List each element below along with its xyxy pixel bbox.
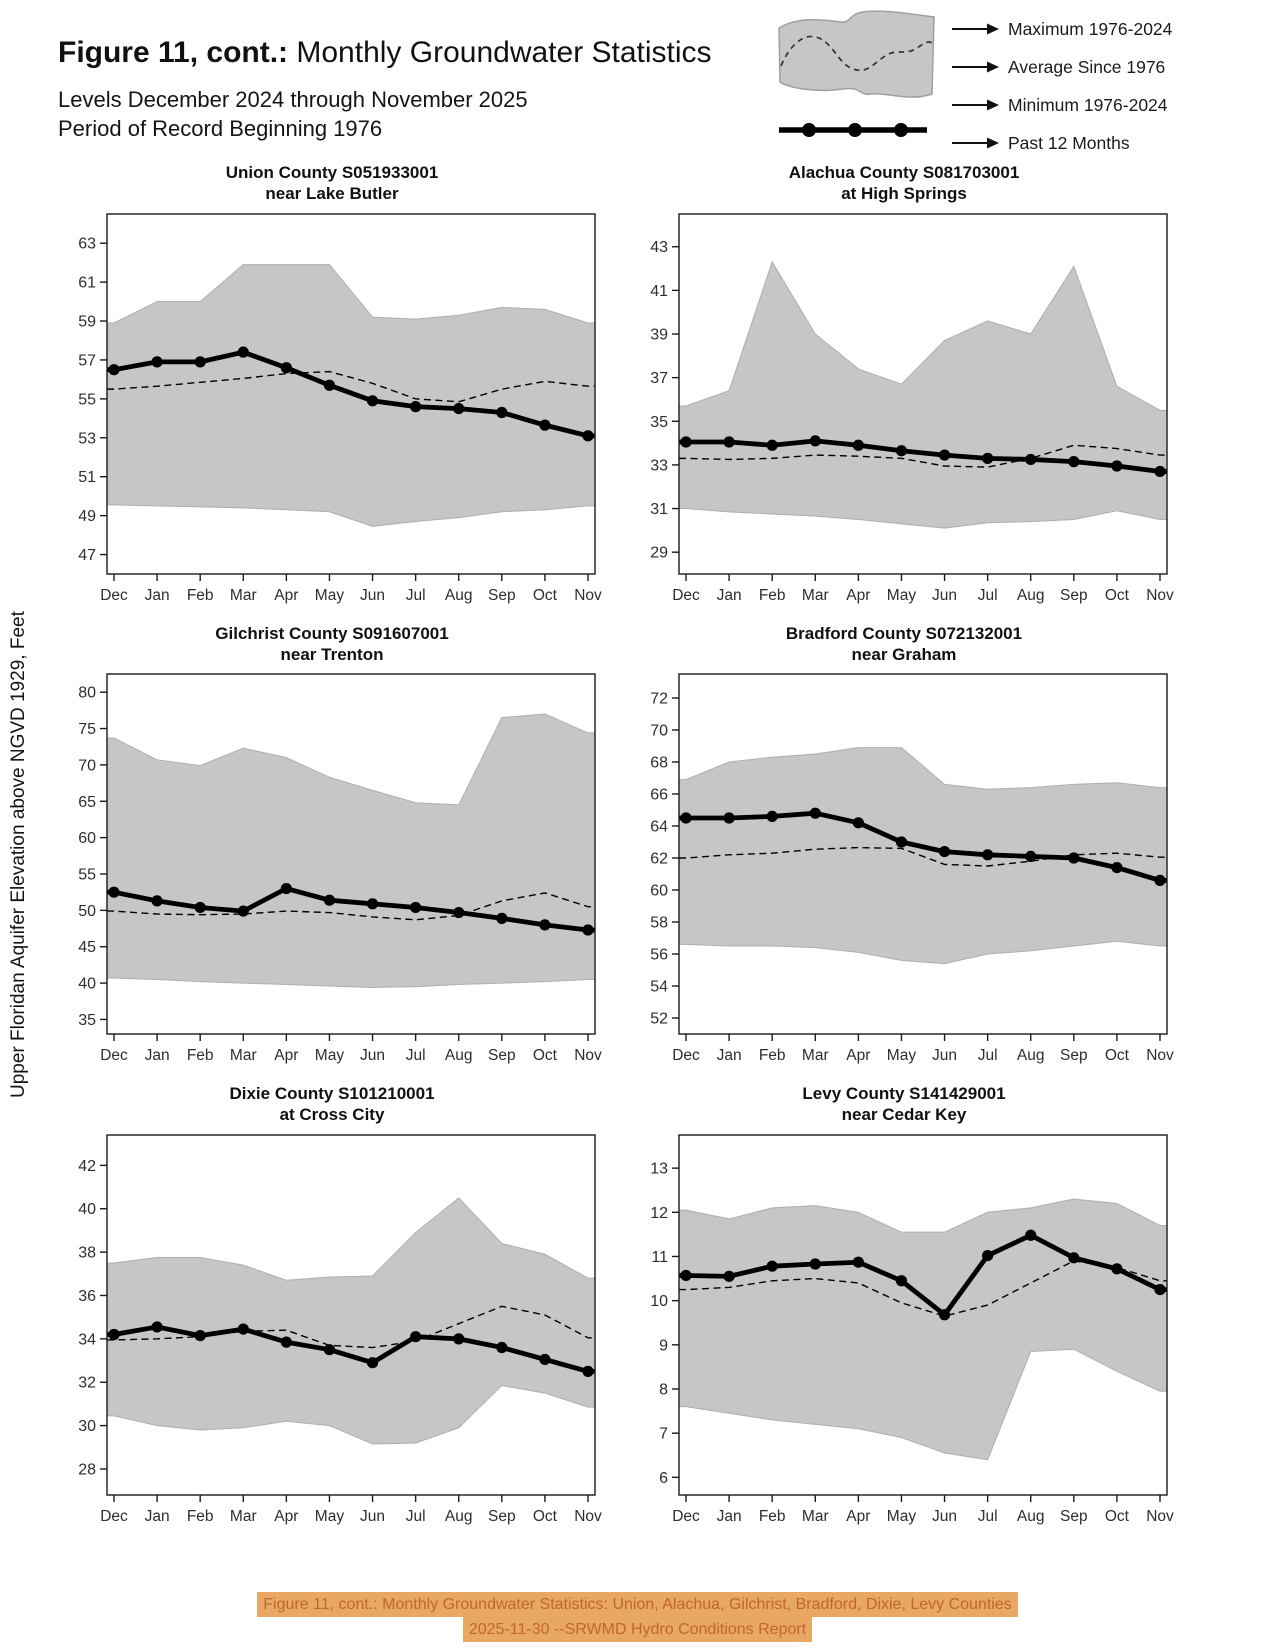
svg-text:Apr: Apr (274, 1047, 299, 1064)
chart-canvas (57, 666, 607, 1068)
svg-text:Mar: Mar (801, 1047, 829, 1064)
svg-text:Aug: Aug (444, 1507, 473, 1525)
chart-title (226, 162, 439, 205)
svg-text:42: 42 (78, 1157, 96, 1175)
svg-text:Jan: Jan (144, 1507, 170, 1525)
svg-text:36: 36 (78, 1287, 96, 1305)
legend-item-average (952, 48, 1238, 86)
chart-title-line2: at Cross City (279, 1105, 385, 1125)
svg-text:41: 41 (650, 282, 668, 300)
svg-text:May: May (314, 1047, 345, 1064)
svg-text:28: 28 (78, 1460, 96, 1478)
svg-text:60: 60 (78, 830, 96, 848)
svg-text:35: 35 (650, 413, 668, 431)
svg-text:Jun: Jun (360, 1047, 386, 1064)
svg-text:Sep: Sep (1060, 1507, 1088, 1525)
legend-item-past12 (952, 124, 1238, 162)
chart-plot-bradford (629, 666, 1179, 1073)
figure-title-text: Monthly Groundwater Statistics (288, 36, 712, 69)
svg-text:Jan: Jan (144, 1047, 170, 1064)
chart-title (789, 162, 1020, 205)
svg-text:Sep: Sep (488, 586, 516, 604)
svg-text:Mar: Mar (229, 1507, 257, 1525)
legend (768, 6, 1238, 164)
chart-canvas (629, 666, 1179, 1068)
legend-arrow-icon (952, 60, 1000, 74)
svg-text:Dec: Dec (672, 1047, 700, 1064)
svg-text:37: 37 (650, 369, 668, 387)
svg-text:Nov: Nov (1146, 1507, 1174, 1525)
svg-text:Mar: Mar (229, 1047, 257, 1064)
legend-item-label: Maximum 1976-2024 (1008, 18, 1173, 39)
svg-text:70: 70 (650, 722, 668, 740)
svg-text:49: 49 (78, 507, 96, 525)
svg-text:May: May (886, 1047, 917, 1064)
chart-title-line1: Alachua County S081703001 (788, 163, 1020, 182)
page-subtitle (58, 85, 712, 143)
chart-cell-alachua (618, 162, 1190, 613)
subtitle-line-2: Period of Record Beginning 1976 (58, 115, 383, 141)
chart-cell-union (46, 162, 618, 613)
svg-text:Aug: Aug (444, 1047, 473, 1064)
svg-text:Apr: Apr (274, 586, 299, 604)
svg-text:61: 61 (78, 274, 96, 292)
svg-text:Feb: Feb (186, 1507, 214, 1525)
svg-text:6: 6 (659, 1469, 668, 1487)
svg-text:Feb: Feb (758, 1507, 786, 1525)
svg-text:54: 54 (650, 978, 668, 996)
svg-text:Jan: Jan (716, 586, 742, 604)
svg-text:Jun: Jun (932, 1047, 958, 1064)
svg-text:Oct: Oct (532, 586, 557, 604)
y-axis-label: Upper Floridan Aquifer Elevation above NGVD 1929, Feet (8, 611, 29, 1099)
svg-text:10: 10 (650, 1292, 668, 1310)
header (58, 36, 712, 143)
svg-text:Jul: Jul (405, 586, 426, 604)
svg-text:53: 53 (78, 429, 96, 447)
svg-text:Nov: Nov (574, 586, 602, 604)
svg-text:Jun: Jun (360, 586, 386, 604)
chart-title-line2: near Cedar Key (841, 1105, 967, 1125)
svg-text:Jul: Jul (977, 1047, 998, 1064)
svg-text:Apr: Apr (274, 1507, 299, 1525)
svg-text:55: 55 (78, 866, 96, 884)
chart-title-line1: Levy County S141429001 (802, 1084, 1006, 1103)
svg-text:9: 9 (659, 1336, 668, 1354)
svg-text:58: 58 (650, 914, 668, 932)
svg-text:57: 57 (78, 351, 96, 369)
chart-plot-dixie (57, 1127, 607, 1534)
chart-title-line1: Gilchrist County S091607001 (215, 623, 449, 643)
chart-cell-gilchrist (46, 623, 618, 1074)
chart-title-line1: Union County S051933001 (225, 163, 439, 182)
svg-text:66: 66 (650, 786, 668, 804)
svg-text:62: 62 (650, 850, 668, 868)
svg-text:Jul: Jul (977, 1507, 998, 1525)
svg-text:Dec: Dec (100, 1047, 128, 1064)
svg-text:Sep: Sep (488, 1047, 516, 1064)
svg-text:Jan: Jan (716, 1047, 742, 1064)
legend-item-label: Minimum 1976-2024 (1008, 94, 1168, 115)
svg-text:39: 39 (650, 326, 668, 343)
svg-text:63: 63 (78, 235, 96, 253)
svg-text:29: 29 (650, 544, 668, 562)
chart-title (802, 1083, 1005, 1126)
legend-labels (952, 6, 1238, 164)
chart-cell-levy (618, 1083, 1190, 1534)
svg-text:40: 40 (78, 975, 96, 993)
chart-title-line2: near Lake Butler (265, 184, 399, 204)
charts-grid (46, 162, 1190, 1534)
legend-item-minimum (952, 86, 1238, 124)
svg-text:Feb: Feb (758, 586, 786, 604)
svg-text:Dec: Dec (100, 1507, 128, 1525)
page-title (58, 36, 712, 71)
svg-text:Mar: Mar (801, 586, 829, 604)
svg-text:64: 64 (650, 818, 668, 836)
chart-title (215, 623, 448, 666)
svg-text:Nov: Nov (1146, 586, 1174, 604)
svg-text:30: 30 (78, 1417, 96, 1435)
chart-plot-alachua (629, 206, 1179, 613)
svg-text:60: 60 (650, 882, 668, 900)
svg-text:68: 68 (650, 754, 668, 772)
legend-past12-icon (771, 118, 943, 142)
svg-text:70: 70 (78, 757, 96, 775)
svg-text:Oct: Oct (1104, 1047, 1129, 1064)
legend-item-label: Past 12 Months (1008, 132, 1130, 153)
svg-text:13: 13 (650, 1160, 668, 1178)
chart-title (229, 1083, 434, 1126)
svg-text:31: 31 (650, 500, 668, 518)
svg-text:8: 8 (659, 1380, 668, 1398)
legend-arrow-icon (952, 98, 1000, 112)
svg-text:Jul: Jul (977, 586, 998, 604)
chart-canvas (57, 206, 607, 608)
svg-text:Oct: Oct (532, 1507, 557, 1525)
svg-text:Sep: Sep (1060, 586, 1088, 604)
svg-text:40: 40 (78, 1200, 96, 1218)
svg-text:34: 34 (78, 1330, 96, 1348)
svg-text:Feb: Feb (758, 1047, 786, 1064)
legend-item-maximum (952, 10, 1238, 48)
chart-title-line1: Dixie County S101210001 (229, 1084, 435, 1103)
figure-label: Figure 11, cont.: (58, 36, 289, 69)
chart-plot-union (57, 206, 607, 613)
svg-text:59: 59 (78, 313, 96, 331)
legend-band-icon (771, 6, 943, 118)
svg-text:May: May (314, 586, 345, 604)
svg-text:55: 55 (78, 390, 96, 408)
svg-text:Apr: Apr (846, 1047, 871, 1064)
svg-text:Feb: Feb (186, 586, 214, 604)
legend-graphics (768, 6, 946, 164)
svg-text:43: 43 (650, 238, 668, 256)
chart-cell-bradford (618, 623, 1190, 1074)
svg-text:Dec: Dec (672, 586, 700, 604)
svg-text:Mar: Mar (801, 1507, 829, 1525)
svg-text:Feb: Feb (186, 1047, 214, 1064)
chart-plot-levy (629, 1127, 1179, 1534)
svg-text:Jun: Jun (932, 1507, 958, 1525)
svg-text:75: 75 (78, 721, 96, 739)
chart-cell-dixie (46, 1083, 618, 1534)
svg-text:45: 45 (78, 939, 96, 957)
svg-text:Nov: Nov (574, 1047, 602, 1064)
chart-canvas (629, 1127, 1179, 1529)
svg-text:Apr: Apr (846, 1507, 871, 1525)
svg-text:56: 56 (650, 946, 668, 964)
svg-text:Sep: Sep (1060, 1047, 1088, 1064)
svg-text:11: 11 (651, 1248, 668, 1266)
svg-text:Mar: Mar (229, 586, 257, 604)
svg-text:Jan: Jan (716, 1507, 742, 1525)
chart-title-line2: near Trenton (280, 644, 384, 664)
chart-title-line1: Bradford County S072132001 (785, 623, 1023, 643)
footer-line-2: 2025-11-30 --SRWMD Hydro Conditions Report (463, 1617, 812, 1642)
svg-text:Aug: Aug (1016, 586, 1045, 604)
svg-text:12: 12 (650, 1204, 668, 1222)
svg-text:May: May (314, 1507, 345, 1525)
svg-text:Jul: Jul (405, 1507, 426, 1525)
svg-text:May: May (886, 586, 917, 604)
svg-text:33: 33 (650, 456, 668, 474)
svg-text:80: 80 (78, 684, 96, 702)
svg-text:Oct: Oct (532, 1047, 557, 1064)
svg-text:65: 65 (78, 793, 96, 811)
svg-text:Nov: Nov (1146, 1047, 1174, 1064)
legend-arrow-icon (952, 22, 1000, 36)
svg-text:47: 47 (78, 546, 96, 564)
footer-line-1: Figure 11, cont.: Monthly Groundwater Statistics: Union, Alachua, Gilchrist, Bradford, Dixie, Levy Counties (257, 1592, 1017, 1617)
svg-text:38: 38 (78, 1244, 96, 1262)
chart-plot-gilchrist (57, 666, 607, 1073)
legend-item-label: Average Since 1976 (1008, 56, 1166, 77)
svg-text:Jan: Jan (144, 586, 170, 604)
svg-text:May: May (886, 1507, 917, 1525)
footer-caption (0, 1592, 1275, 1642)
svg-text:72: 72 (650, 690, 668, 708)
svg-text:52: 52 (650, 1010, 668, 1028)
svg-text:Nov: Nov (574, 1507, 602, 1525)
chart-title-line2: at High Springs (841, 184, 967, 204)
chart-canvas (57, 1127, 607, 1529)
svg-text:Sep: Sep (488, 1507, 516, 1525)
chart-title (786, 623, 1022, 666)
legend-arrow-icon (952, 136, 1000, 150)
svg-text:Aug: Aug (1016, 1507, 1045, 1525)
chart-canvas (629, 206, 1179, 608)
svg-text:Aug: Aug (1016, 1047, 1045, 1064)
svg-text:Apr: Apr (846, 586, 871, 604)
svg-text:50: 50 (78, 902, 96, 920)
svg-text:Jun: Jun (932, 586, 958, 604)
svg-text:Oct: Oct (1104, 1507, 1129, 1525)
svg-text:Dec: Dec (100, 586, 128, 604)
svg-text:51: 51 (78, 468, 96, 486)
svg-text:Jun: Jun (360, 1507, 386, 1525)
chart-title-line2: near Graham (851, 644, 957, 664)
svg-text:7: 7 (659, 1425, 668, 1443)
svg-text:32: 32 (78, 1374, 96, 1392)
svg-text:Dec: Dec (672, 1507, 700, 1525)
svg-text:35: 35 (78, 1011, 96, 1029)
subtitle-line-1: Levels December 2024 through November 2025 (58, 86, 528, 112)
svg-text:Aug: Aug (444, 586, 473, 604)
svg-text:Jul: Jul (405, 1047, 426, 1064)
svg-text:Oct: Oct (1104, 586, 1129, 604)
